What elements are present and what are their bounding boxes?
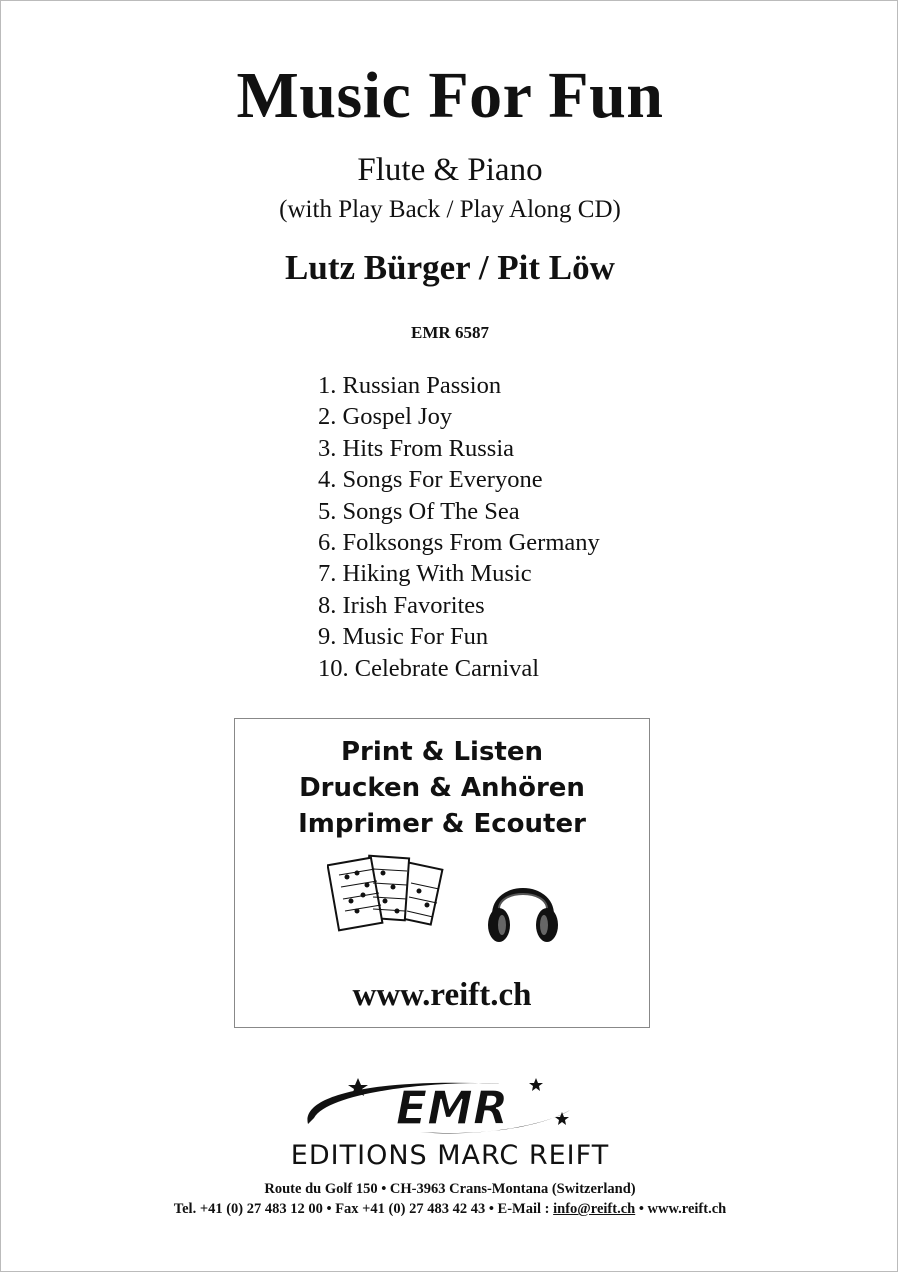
track-item: 5. Songs Of The Sea [318,497,520,525]
emr-logo [300,1072,578,1144]
page-title: Music For Fun [236,59,664,132]
headphones-icon [485,869,561,949]
track-item: 8. Irish Favorites [318,591,485,619]
track-item: 2. Gospel Joy [318,403,453,431]
track-list [318,370,600,684]
publisher-name: EDITIONS MARC REIFT [290,1140,610,1171]
track-item: 1. Russian Passion [318,372,502,399]
publisher-address: Route du Golf 150 • CH-3963 Crans-Montana (Switzerland) [264,1181,636,1197]
print-listen-box [234,718,650,1028]
instrumentation: Flute & Piano [357,152,543,188]
track-item: 3. Hits From Russia [318,434,515,462]
email-link[interactable]: info@reift.ch [553,1201,636,1217]
contact-phone-fax: Tel. +41 (0) 27 483 12 00 • Fax +41 (0) 27 483 42 43 • E-Mail : [173,1201,554,1217]
track-item: 7. Hiking With Music [318,560,532,588]
contact-website: • www.reift.ch [635,1201,727,1217]
track-item: 9. Music For Fun [318,623,489,651]
authors: Lutz Bürger / Pit Löw [285,248,615,287]
track-item: 6. Folksongs From Germany [318,529,600,557]
sheet-music-icon [327,851,459,947]
promo-line-en: Print & Listen [340,737,544,767]
logo-mark-text: EMR [395,1081,509,1135]
promo-line-de: Drucken & Anhören [299,773,585,803]
track-item: 4. Songs For Everyone [318,466,543,494]
promo-url[interactable]: www.reift.ch [352,977,532,1013]
promo-line-fr: Imprimer & Ecouter [298,809,586,839]
track-item: 10. Celebrate Carnival [318,654,540,682]
publisher-contact [0,1200,900,1219]
catalog-number: EMR 6587 [411,323,489,342]
edition-note: (with Play Back / Play Along CD) [279,196,621,223]
